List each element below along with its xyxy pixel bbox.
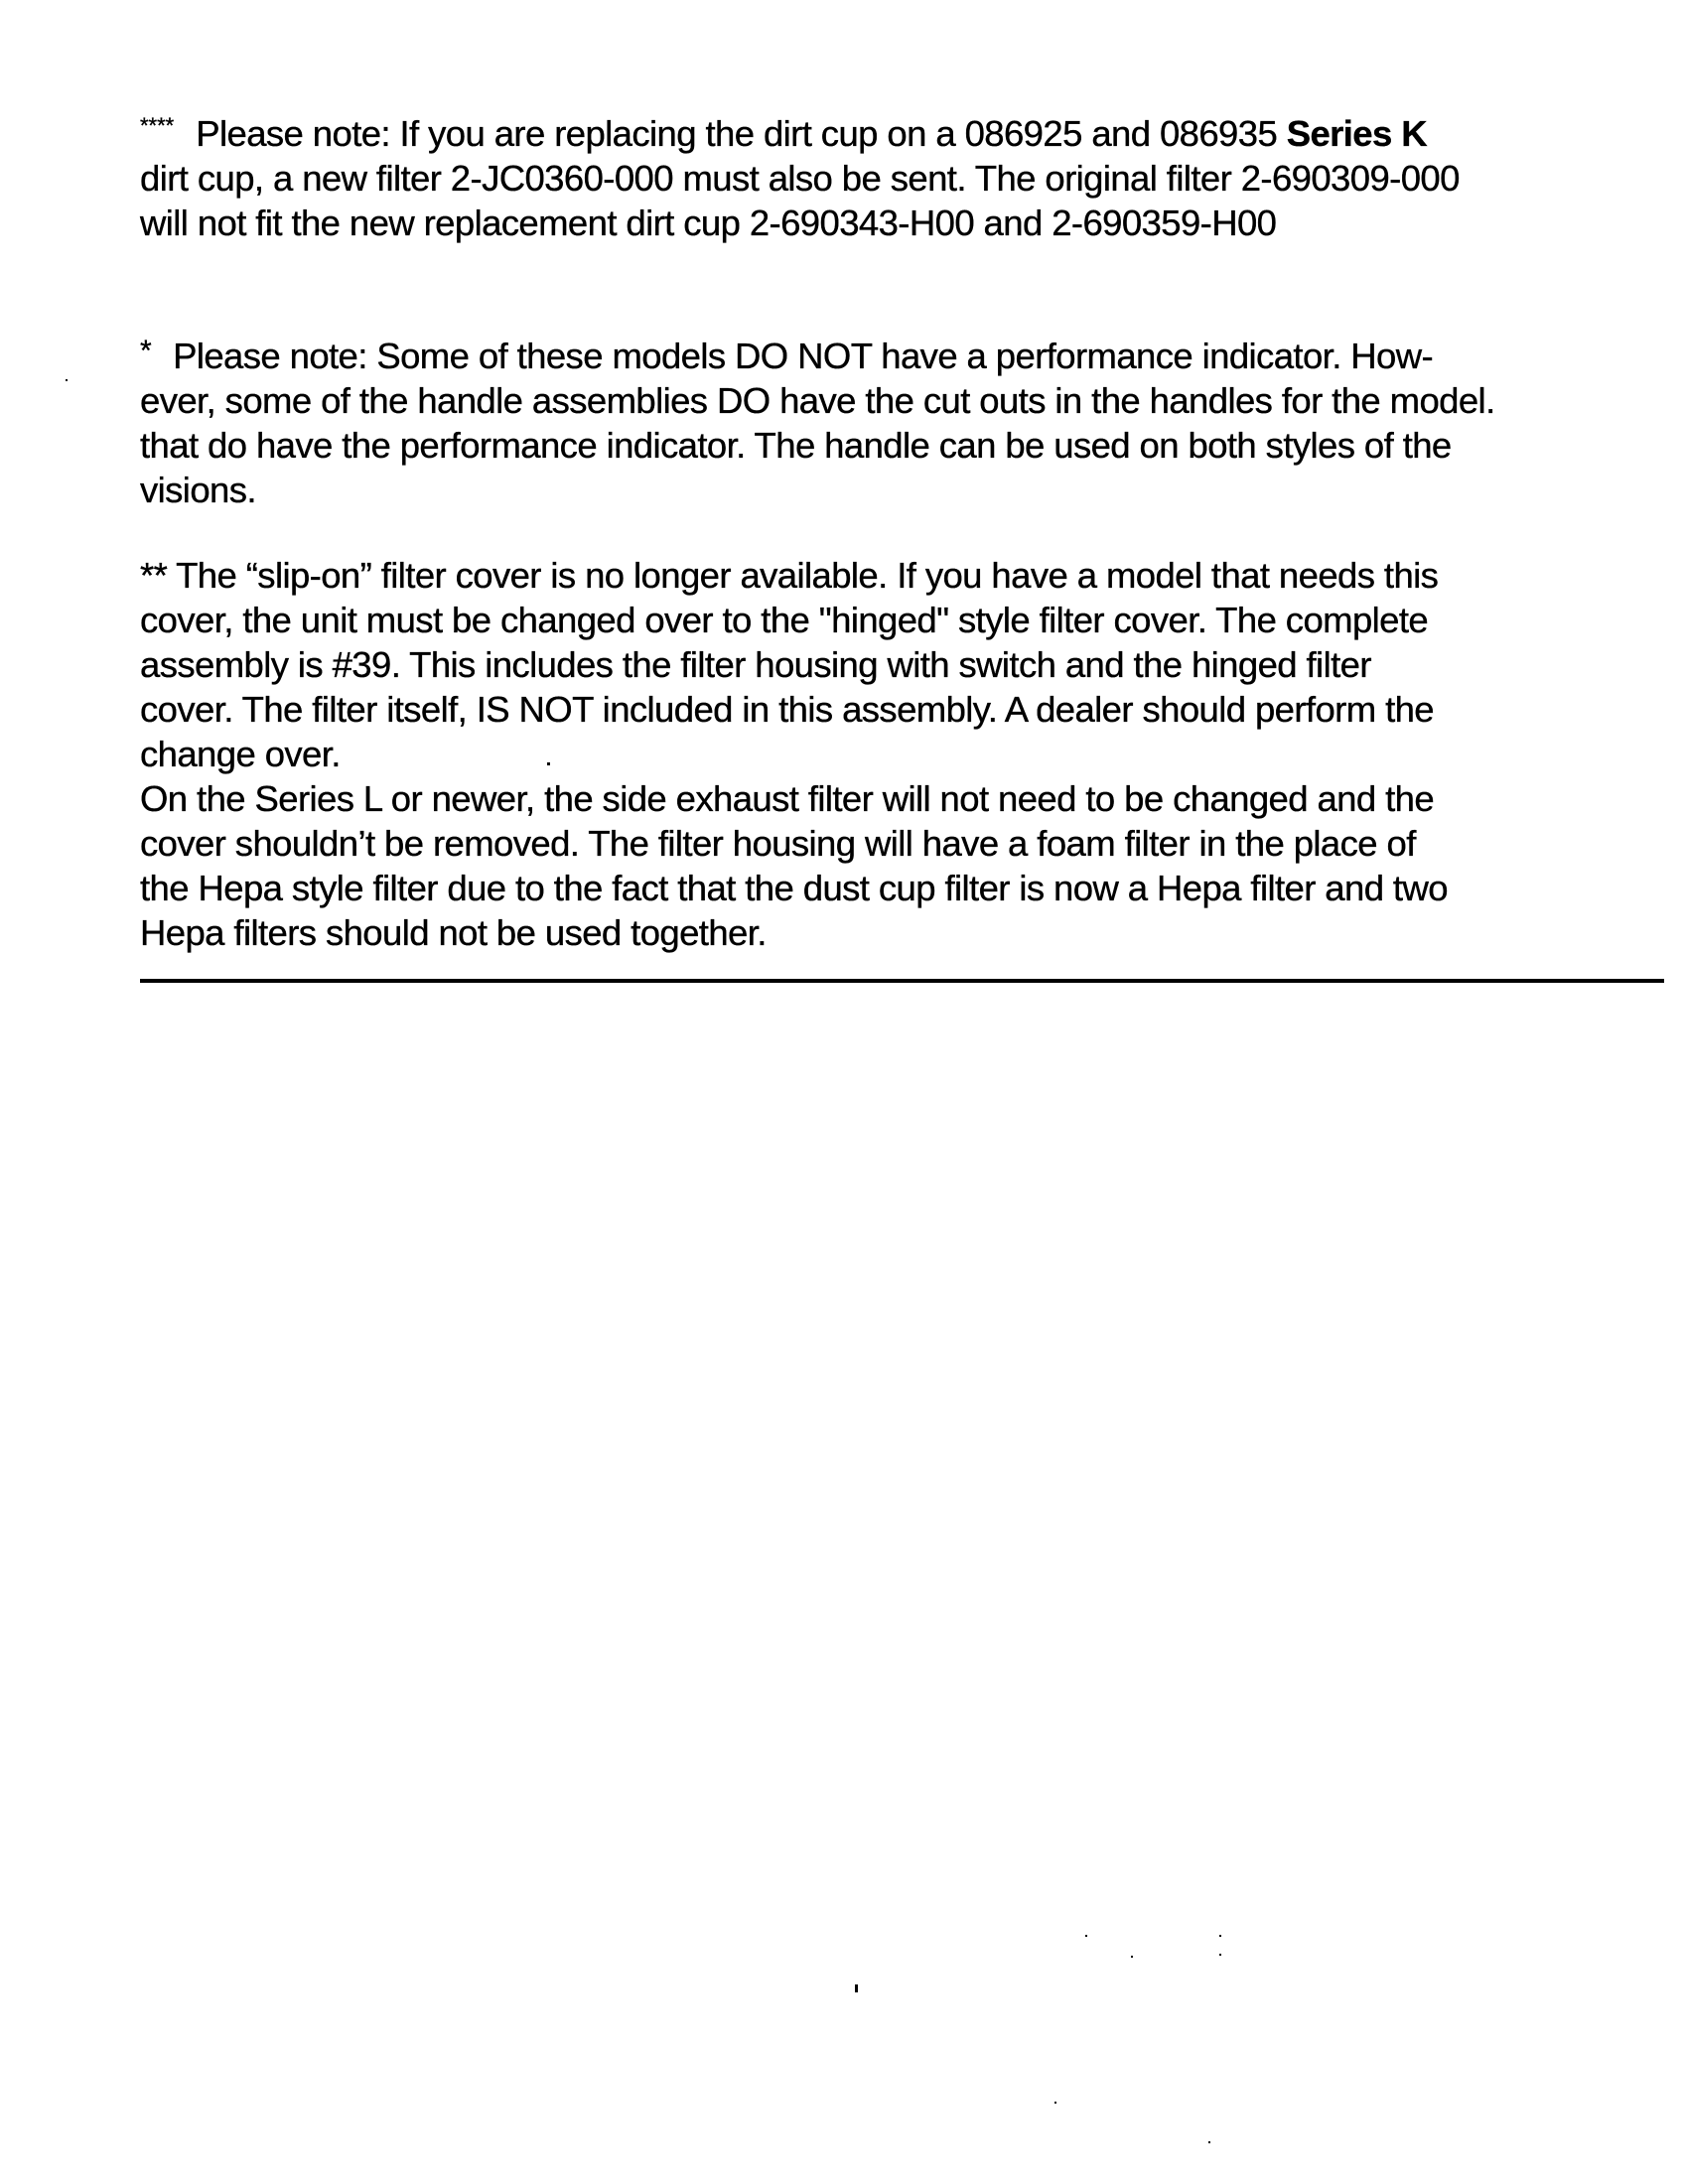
note2-line-3: that do have the performance indicator. The handle can be used on both styles of the — [140, 425, 1452, 466]
note1-line-2: dirt cup, a new filter 2-JC0360-000 must also be sent. The original filter 2-690309-000 — [140, 158, 1460, 199]
scan-speck — [1219, 1935, 1221, 1937]
note3-line-5: change over. — [140, 734, 341, 774]
scan-speck — [1219, 1954, 1221, 1956]
note1-line-1 — [140, 111, 1427, 156]
scan-speck — [1208, 2141, 1210, 2143]
note3-marker: ** — [140, 555, 168, 596]
scan-speck — [855, 1984, 858, 1992]
note3-line-6: On the Series L or newer, the side exhaust filter will not need to be changed and the — [140, 778, 1435, 819]
note2-line-2: ever, some of the handle assemblies DO have the cut outs in the handles for the model. — [140, 380, 1495, 421]
scan-speck — [1131, 1956, 1133, 1958]
note1-text-1: Please note: If you are replacing the dirt cup on a 086925 and 086935 — [196, 113, 1287, 154]
note1-series-k: Series K — [1286, 113, 1427, 154]
note3-text-1: The “slip-on” filter cover is no longer available. If you have a model that needs this — [176, 555, 1439, 596]
note3-line-7: cover shouldn’t be removed. The filter housing will have a foam filter in the place of — [140, 823, 1416, 864]
note3-line-2: cover, the unit must be changed over to the "hinged" style filter cover. The complete — [140, 600, 1429, 640]
scan-speck — [66, 379, 68, 381]
scan-speck — [1054, 2102, 1056, 2104]
note2-text-1: Please note: Some of these models DO NOT have a performance indicator. How- — [173, 336, 1434, 376]
note1-line-3: will not fit the new replacement dirt cup 2-690343-H00 and 2-690359-H00 — [140, 203, 1277, 243]
note1-marker: **** — [140, 113, 175, 138]
scan-speck — [1085, 1935, 1087, 1937]
note3-line-8: the Hepa style filter due to the fact that the dust cup filter is now a Hepa filter and two — [140, 868, 1448, 908]
note3-line-9: Hepa filters should not be used together. — [140, 912, 767, 953]
note2-line-4: visions. — [140, 470, 256, 510]
scan-speck — [547, 762, 550, 765]
note3-line-4: cover. The filter itself, IS NOT included in this assembly. A dealer should perform the — [140, 689, 1435, 730]
section-divider — [140, 979, 1664, 983]
note2-marker: * — [140, 335, 152, 367]
note2-line-1 — [140, 334, 1433, 378]
note3-line-1 — [140, 553, 1438, 598]
note3-line-3: assembly is #39. This includes the filter housing with switch and the hinged filter — [140, 644, 1371, 685]
